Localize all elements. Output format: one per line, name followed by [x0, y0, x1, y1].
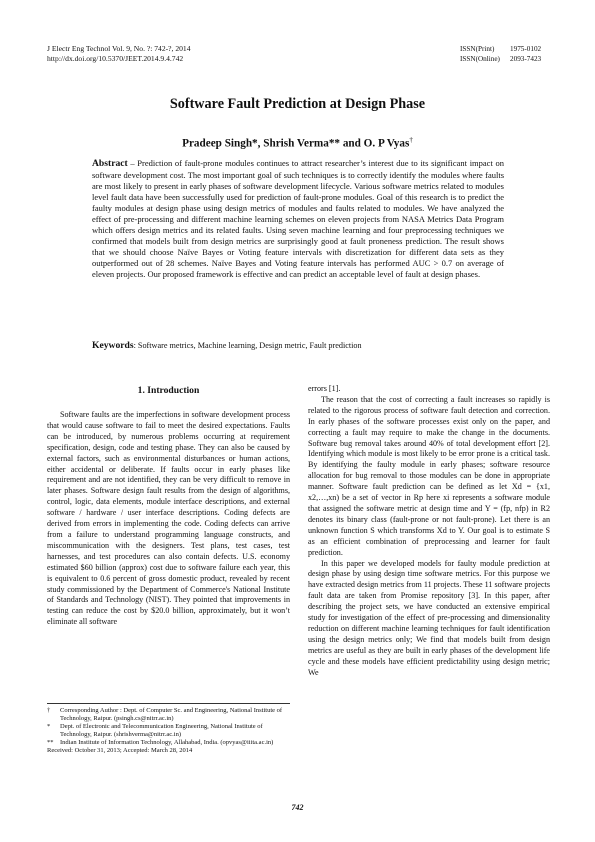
footnote-text: Indian Institute of Information Technology, Allahabad, India. (opvyas@iiita.ac.in)	[60, 739, 274, 747]
paragraph: Software faults are the imperfections in software development process that would cause software to fail to meet the desired expectations. Faults can be introduced, by numerous problems occurring at requirement specification, design, code and testing phase. They can also be caused by external factors, such as environmental disturbances or human actions, either accidental or deliberate. If faults occur in early phases like requirement and are not identified, they can be very difficult to remove in later phases. Software design fault results from the design of algorithms, control, logic, data elements, module interface descriptions, and external software / hardware / user interface descriptions. Coding defects are derived from errors in implementing the code. Coding defects can arrive from a failure to understand programming language constructs, and miscommunication with the designers. Test plans, test cases, test harnesses, and test procedures can also contain defects. U.S. economy estimated $60 billion (approx) cost due to software failure each year, this is equivalent to 0.6 percent of gross domestic product, revealed by recent study commissioned by the Department of Commerce's National Institute of Standards and Technology (NIST). They pointed that improvements in testing can reduce the cost by $20.0 billion, approximately, but it won’t eliminate all software	[47, 410, 290, 627]
issn-online	[460, 54, 541, 64]
footnote	[47, 723, 290, 739]
abstract	[92, 158, 504, 279]
paragraph: In this paper we developed models for faulty module prediction at design phase by using design time software metrics. For this purpose we have extracted design metrics from 11 projects. These 11 software projects fault data are taken from Promise repository [3]. In this paper, after describing the project sets, we have conducted an extensive empirical study for investigation of the effect of pre-processing and dimensionality reduction on different machine learning techniques for fault identification using the design metrics only; We find that models built from design metrics are useful as they are built in early phases of the development life cycle and these models have efficient predictability using design metric; We	[308, 558, 550, 677]
received-accepted-dates: Received: October 31, 2013; Accepted: March 28, 2014	[47, 747, 193, 755]
issn-value: 1975-0102	[510, 45, 542, 53]
footnote-mark: †	[47, 707, 51, 714]
keywords-label: Keywords	[92, 340, 134, 351]
footnote-divider	[47, 703, 290, 704]
page-number: 742	[291, 803, 304, 812]
footnote	[47, 707, 290, 723]
issn-label: ISSN(Print)	[460, 45, 495, 53]
footnote-text: Dept. of Electronic and Telecommunication Engineering, National Institute of Technology, Raipur. (shrishverma@nitrr.ac.in)	[60, 723, 263, 739]
journal-header	[47, 44, 191, 64]
corresponding-author-mark: †	[409, 136, 413, 144]
issn-label: ISSN(Online)	[460, 55, 500, 63]
footnote	[47, 739, 290, 747]
issn-block	[460, 44, 541, 64]
issn-value: 2093-7423	[510, 55, 542, 63]
journal-citation: J Electr Eng Technol Vol. 9, No. ?: 742-?, 2014	[47, 44, 191, 53]
keywords-text: : Software metrics, Machine learning, Design metric, Fault prediction	[133, 341, 362, 350]
author-line	[0, 136, 595, 150]
paragraph: errors [1].	[308, 384, 341, 393]
issn-print	[460, 44, 541, 54]
footnotes	[47, 707, 290, 756]
paragraph: The reason that the cost of correcting a fault increases so rapidly is related to the rigorous process of software fault detection and correction. In early phases of the software processes exist only on the paper, and correcting a fault may require to make the change in the documents. Software bug removal takes around 40% of total development effort [2]. Identifying which module is most likely to be error prone is a critical task. By identifying the faulty module in early phases; software resource allocation for bug removal to those modules can be done in appropriate manner. Software fault prediction can be defined as let Xd = {x1, x2,…,xn) be a set of vector in Rp here xi represents a software module that assigned the software metric at design time and Y = (fp, nfp) in R2 denotes its binary class (fault-prone or not fault-prone). Let there is an unknown function S which transforms Xd to Y. Our goal is to estimate S as an efficient combination of preprocessing and learner for fault prediction.	[308, 394, 550, 557]
left-column	[47, 410, 290, 628]
section-heading-introduction: 1. Introduction	[137, 385, 200, 396]
footnote-mark: *	[47, 723, 51, 731]
keywords	[92, 340, 512, 351]
abstract-label: Abstract	[92, 158, 128, 169]
footnote-text: Corresponding Author : Dept. of Computer Sc. and Engineering, National Institute of Technology, Raipur. (psingh.cs@nitrr.ac.in)	[60, 707, 283, 723]
paper-title: Software Fault Prediction at Design Phase	[169, 96, 426, 112]
footnote-mark: **	[47, 739, 54, 747]
doi-link[interactable]: http://dx.doi.org/10.5370/JEET.2014.9.4.742	[47, 54, 184, 63]
author-names: Pradeep Singh*, Shrish Verma** and O. P Vyas	[182, 137, 410, 150]
right-column	[308, 384, 550, 678]
abstract-text: – Prediction of fault-prone modules continues to attract researcher’s interest due to its significant impact on software development cost. The most important goal of such techniques is to correctly identify the modules where faults are most likely to present in early phases of software development lifecycle. Various software metrics related to modules level fault data have been successfully used for prediction of fault-prone modules. Goal of this research is to predict the faulty modules at design phase using design metrics of modules and faults related to modules. We have analyzed the effect of pre-processing and different machine learning schemes on eleven projects from NASA Metrics Data Program which offers design metrics and its related faults. Using seven machine learning and four preprocessing techniques we confirmed that models built from design metrics are surprisingly good at fault proneness prediction. The result shows that we should choose Naïve Bayes or Voting feature intervals with discretization for different data sets as they outperformed out of 28 schemes. Naïve Bayes and Voting feature intervals has performed AUC > 0.7 on average of eleven projects. Our proposed framework is effective and can predict an acceptable level of fault at design phases.	[92, 158, 504, 279]
